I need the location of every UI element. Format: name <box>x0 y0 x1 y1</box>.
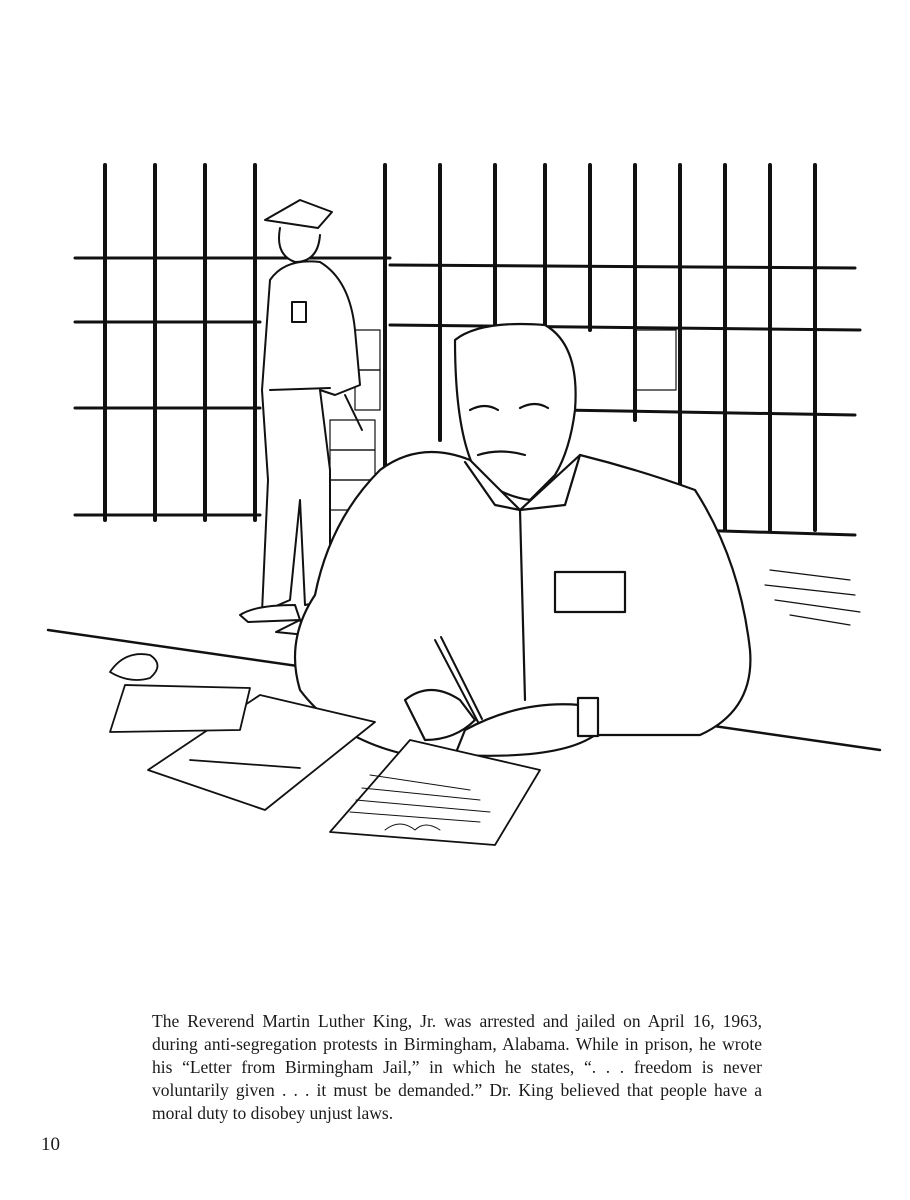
page-number: 10 <box>41 1134 60 1155</box>
floor-shading <box>765 570 860 625</box>
caption-text: The Reverend Martin Luther King, Jr. was arrested and jailed on April 16, 1963, during anti-segregation protests in Birmingham, Alabama. While in prison, he wrote his “Letter from Birmingham Jail,” in which he states, “. . . freedom is never voluntarily given . . . it must be demanded.” Dr. King believed that people have a moral duty to disobey unjust laws. <box>152 1010 762 1123</box>
man-writing-letter-icon <box>295 324 750 760</box>
